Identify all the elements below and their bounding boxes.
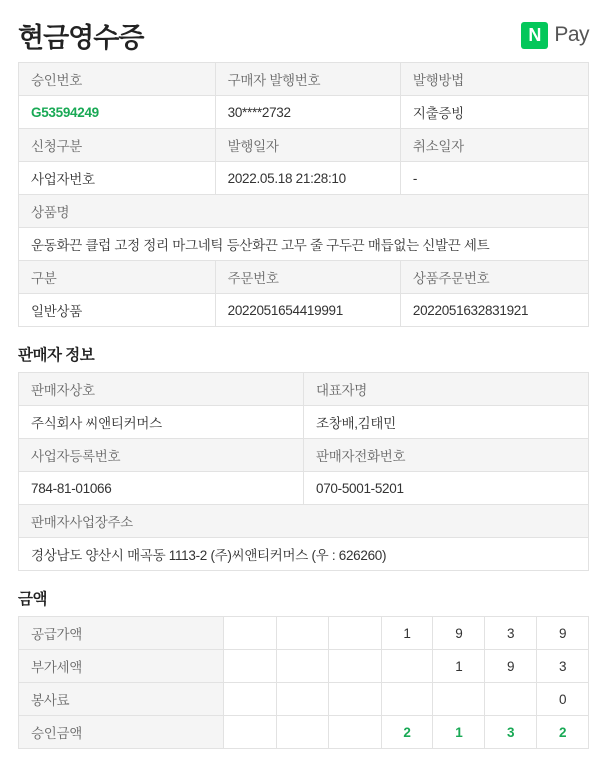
receipt-info-table <box>18 62 589 327</box>
cell-service-digit-1 <box>224 683 276 716</box>
cell-approved-amount-label: 승인금액 <box>19 716 224 749</box>
cell-biz-reg-no-value: 784-81-01066 <box>19 472 304 505</box>
cell-vat-digit-3 <box>329 650 381 683</box>
cell-order-no-value: 2022051654419991 <box>215 294 400 327</box>
cell-seller-address-value: 경상남도 양산시 매곡동 1113-2 (주)씨앤티커머스 (우 : 626260) <box>19 538 589 571</box>
cell-supply-digit-6: 3 <box>485 617 537 650</box>
table-row <box>19 261 589 294</box>
cell-product-order-no-value: 2022051632831921 <box>400 294 588 327</box>
cell-product-name-label: 상품명 <box>19 195 589 228</box>
table-row <box>19 439 589 472</box>
table-row <box>19 162 589 195</box>
seller-info-table <box>18 372 589 571</box>
cell-seller-address-label: 판매자사업장주소 <box>19 505 589 538</box>
cell-buyer-issue-no-value: 30****2732 <box>215 96 400 129</box>
cell-issue-date-value: 2022.05.18 21:28:10 <box>215 162 400 195</box>
cell-request-type-label: 신청구분 <box>19 129 216 162</box>
cell-supply-digit-2 <box>276 617 328 650</box>
cell-approved-digit-7: 2 <box>537 716 589 749</box>
cell-category-value: 일반상품 <box>19 294 216 327</box>
table-row <box>19 650 589 683</box>
cell-vat-digit-4 <box>381 650 433 683</box>
cell-approved-digit-6: 3 <box>485 716 537 749</box>
cell-order-no-label: 주문번호 <box>215 261 400 294</box>
cell-product-order-no-label: 상품주문번호 <box>400 261 588 294</box>
table-row <box>19 294 589 327</box>
cell-ceo-name-value: 조창배,김태민 <box>304 406 589 439</box>
table-row <box>19 195 589 228</box>
cell-seller-name-value: 주식회사 씨앤티커머스 <box>19 406 304 439</box>
cell-service-digit-2 <box>276 683 328 716</box>
cell-approved-digit-3 <box>329 716 381 749</box>
table-row <box>19 228 589 261</box>
cell-category-label: 구분 <box>19 261 216 294</box>
npay-logo <box>521 22 589 49</box>
cell-service-digit-5 <box>433 683 485 716</box>
table-row <box>19 505 589 538</box>
cell-approved-digit-4: 2 <box>381 716 433 749</box>
cell-service-fee-label: 봉사료 <box>19 683 224 716</box>
cell-supply-digit-3 <box>329 617 381 650</box>
seller-section-title: 판매자 정보 <box>18 347 95 364</box>
cell-supply-amount-label: 공급가액 <box>19 617 224 650</box>
amount-section-title: 금액 <box>18 591 47 608</box>
cell-seller-name-label: 판매자상호 <box>19 373 304 406</box>
cell-ceo-name-label: 대표자명 <box>304 373 589 406</box>
table-row <box>19 617 589 650</box>
cell-approved-digit-1 <box>224 716 276 749</box>
page-header <box>18 0 589 62</box>
cell-service-digit-6 <box>485 683 537 716</box>
table-row <box>19 63 589 96</box>
cell-seller-phone-label: 판매자전화번호 <box>304 439 589 472</box>
cell-approved-digit-5: 1 <box>433 716 485 749</box>
cell-supply-digit-1 <box>224 617 276 650</box>
amount-table <box>18 616 589 749</box>
cell-biz-reg-no-label: 사업자등록번호 <box>19 439 304 472</box>
cell-approval-no-label: 승인번호 <box>19 63 216 96</box>
cell-service-digit-3 <box>329 683 381 716</box>
table-row <box>19 373 589 406</box>
cell-cancel-date-label: 취소일자 <box>400 129 588 162</box>
cell-request-type-value: 사업자번호 <box>19 162 216 195</box>
cell-vat-digit-7: 3 <box>537 650 589 683</box>
cell-approved-digit-2 <box>276 716 328 749</box>
table-row <box>19 716 589 749</box>
cell-vat-label: 부가세액 <box>19 650 224 683</box>
cell-service-digit-7: 0 <box>537 683 589 716</box>
cell-vat-digit-2 <box>276 650 328 683</box>
table-row <box>19 538 589 571</box>
cell-service-digit-4 <box>381 683 433 716</box>
cell-product-name-value: 운동화끈 클럽 고정 정리 마그네틱 등산화끈 고무 줄 구두끈 매듭없는 신발끈 세트 <box>19 228 589 261</box>
table-row <box>19 129 589 162</box>
page-title: 현금영수증 <box>18 22 144 53</box>
cell-approval-no-value: G53594249 <box>19 96 216 129</box>
cell-cancel-date-value: - <box>400 162 588 195</box>
cell-vat-digit-5: 1 <box>433 650 485 683</box>
cell-buyer-issue-no-label: 구매자 발행번호 <box>215 63 400 96</box>
cell-seller-phone-value: 070-5001-5201 <box>304 472 589 505</box>
cell-issue-method-value: 지출증빙 <box>400 96 588 129</box>
cell-supply-digit-7: 9 <box>537 617 589 650</box>
cell-supply-digit-5: 9 <box>433 617 485 650</box>
cell-supply-digit-4: 1 <box>381 617 433 650</box>
naver-n-icon: N <box>521 22 548 49</box>
table-row <box>19 472 589 505</box>
table-row <box>19 406 589 439</box>
cell-issue-method-label: 발행방법 <box>400 63 588 96</box>
npay-label: Pay <box>554 23 589 46</box>
table-row <box>19 96 589 129</box>
cell-vat-digit-1 <box>224 650 276 683</box>
cell-vat-digit-6: 9 <box>485 650 537 683</box>
cell-issue-date-label: 발행일자 <box>215 129 400 162</box>
table-row <box>19 683 589 716</box>
